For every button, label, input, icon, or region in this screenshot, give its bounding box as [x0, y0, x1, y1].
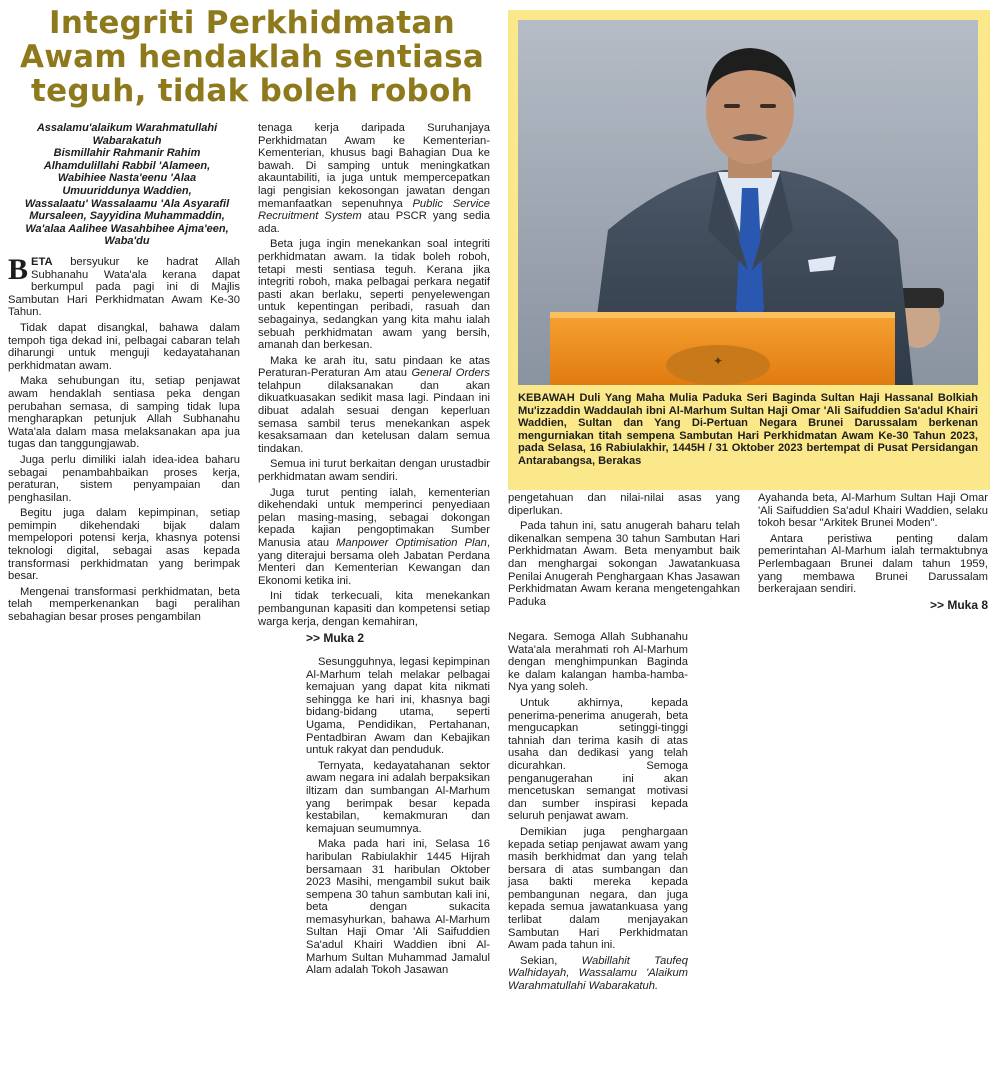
italic-term: General Orders — [411, 367, 490, 380]
paragraph: Tidak dapat disangkal, bahawa dalam tempoh tiga dekad ini, pelbagai cabaran telah diharungi untuk menguji kedayatahanan perkhidmatan awam. — [8, 321, 240, 372]
sign-off — [508, 955, 688, 993]
greeting-line: Wabarakatuh — [92, 134, 162, 147]
photo-caption: KEBAWAH Duli Yang Maha Mulia Paduka Seri Baginda Sultan Haji Hassanal Bolkiah Mu'izzaddin Waddaulah ibni Al-Marhum Sultan Haji Omar 'Ali Saifuddien Sa'adul Khairi Waddien, Sultan dan Yang Di-Pertuan Negara Brunei Darussalam berkenan mengurniakan titah sempena Sambutan Hari Perkhidmatan Awam Ke-30 Tahun 2023, pada Selasa, 16 Rabiulakhir, 1445H / 31 Oktober 2023 bertempat di Pusat Persidangan Antarabangsa, Berakas — [518, 392, 978, 467]
greeting-line: Bismillahir Rahmanir Rahim — [53, 147, 201, 160]
paragraph: Semua ini turut berkaitan dengan urustadbir perkhidmatan awam sendiri. — [258, 458, 490, 484]
paragraph: Ini tidak terkecuali, kita menekankan pembangunan kapasiti dan kompetensi setiap warga kerja, dengan kemahiran, — [258, 590, 490, 628]
headline-line-2: Awam hendaklah sentiasa — [19, 39, 485, 75]
svg-text:✦: ✦ — [712, 354, 724, 368]
paragraph: Begitu juga dalam kepimpinan, setiap pemimpin dikehendaki bijak dalam mempelopori potensi kerja, khasnya potensi teknologi digital, sebagai asas kepada transformasi perkhidmatan yang berimpak besar. — [8, 507, 240, 583]
paragraph — [258, 487, 490, 588]
paragraph: Pada tahun ini, satu anugerah baharu telah dikenalkan sempena 30 tahun Sambutan Hari Perkhidmatan Awam. Beta menyambut baik dan menghargai sokongan Jawatankuasa Penilai Anugerah Penghargaan Khas Jasawan Perkhidmatan Awam kerana mengetengahkan Paduka — [508, 520, 740, 608]
photo-sultan-speaking — [518, 20, 978, 385]
greeting-line: Wassalaatu' Wassalaamu 'Ala Asyarafil — [24, 197, 230, 210]
closing-salutation: Wabillahit Taufeq Walhidayah, Wassalamu 'Alaikum Warahmatullahi Wabarakatuh. — [508, 954, 688, 993]
paragraph: Negara. Semoga Allah Subhanahu Wata'ala merahmati roh Al-Marhum dengan menghimpunkan Baginda ke dalam kalangan hamba-hamba-Nya yang soleh. — [508, 631, 688, 694]
paragraph: Juga perlu dimiliki ialah idea-idea baharu sebagai penambahbaikan proses kerja, peraturan, sistem penyampaian dan penghasilan. — [8, 453, 240, 504]
paragraph: Sesungguhnya, legasi kepimpinan Al-Marhum telah melakar pelbagai kemajuan yang dapat kita nikmati sehingga ke hari ini, khasnya bagi bidang-bidang utama, seperti Ugama, Pendidikan, Pertahanan, Pentadbiran Awam dan Kebajikan untuk rakyat dan penduduk. — [306, 656, 490, 757]
continued-on-page-8[interactable]: >> Muka 8 — [929, 597, 988, 612]
paragraph-text: bersyukur ke hadrat Allah Subhanahu Wata'ala kerana dapat berkumpul pada pagi ini di Majlis Sambutan Hari Perkhidmatan Awam Ke-30 Tahun. — [8, 256, 240, 319]
paragraph: Maka sehubungan itu, setiap penjawat awam hendaklah sentiasa peka dengan perubahan semasa, di samping tidak lupa mengharapkan petunjuk Allah Subhanahu Wata'ala dalam masa melaksanakan apa jua tugas dan tanggungjawab. — [8, 375, 240, 451]
paragraph: Mengenai transformasi perkhidmatan, beta telah memperkenankan bagi peralihan sebahagian besar proses pengambilan — [8, 585, 240, 624]
italic-term: Public Service Recruitment System — [258, 197, 490, 223]
paragraph — [258, 122, 490, 235]
drop-cap: B — [8, 253, 29, 286]
article-column-4 — [758, 492, 988, 611]
greeting-line: Assalamu'alaikum Warahmatullahi — [36, 122, 218, 134]
headline — [8, 6, 496, 108]
italic-term: Manpower Optimisation Plan — [336, 537, 487, 549]
paragraph-text: Sekian, — [520, 954, 582, 967]
headline-line-3: teguh, tidak boleh roboh — [30, 73, 474, 109]
continuation-column-left — [306, 656, 490, 980]
paragraph: pengetahuan dan nilai-nilai asas yang diperlukan. — [508, 492, 740, 517]
paragraph-text: atau PSCR yang sedia ada. — [258, 210, 491, 235]
greeting-line: Waba'du — [104, 235, 150, 248]
headline-line-1: Integriti Perkhidmatan — [49, 5, 455, 41]
paragraph — [8, 253, 240, 319]
paragraph-text: tenaga kerja daripada Suruhanjaya Perkhidmatan Awam ke Kementerian-Kementerian, khusus bagi Bahagian Dua ke bawah. Di samping untuk meningkatkan akauntabiliti, ia juga untuk mempercepatkan lagi pengisian kekosongan jawatan dengan memanfaatkan sepenuhnya — [258, 122, 490, 210]
article-column-3 — [508, 492, 740, 611]
lead-word: ETA — [31, 256, 53, 268]
greeting-line: Mursaleen, Sayyidina Muhammaddin, — [29, 210, 225, 223]
article-column-1 — [8, 253, 240, 627]
paragraph: Ayahanda beta, Al-Marhum Sultan Haji Omar 'Ali Saifuddien Sa'adul Khairi Waddien, selaku tokoh besar "Arkitek Brunei Moden". — [758, 492, 988, 530]
paragraph-text: Juga turut penting ialah, kementerian dikehendaki untuk memperinci penyediaan pelan masing-masing, sebagai dokongan kepada kajian pengoptimakan Sumber Manusia atau — [258, 486, 490, 549]
opening-greeting — [14, 122, 240, 248]
paragraph-text: telahpun dilaksanakan dan akan dikuatkuasakan sedikit masa lagi. Pindaan ini dibuat adalah sesuai dengan keperluan semasa sambil terus menekankan aspek kesaksamaan dan ketelusan dalam semua tindakan. — [258, 379, 490, 455]
greeting-line: Alhamdulillahi Rabbil 'Alameen, — [43, 159, 211, 172]
paragraph: Maka pada hari ini, Selasa 16 haribulan Rabiulakhir 1445 Hijrah bersamaan 31 haribulan Oktober 2023 Masihi, mengambil sukut baik sempena 30 tahun sambutan kali ini, beta dengan sukacita memasyhurkan, bahawa Al-Marhum Sultan Haji Omar 'Ali Saifuddien Sa'adul Khairi Waddien ibni Al-Marhum Sultan Muhammad Jamalul Alam adalah Tokoh Jasawan — [306, 838, 490, 977]
continued-from-page-2[interactable]: >> Muka 2 — [306, 631, 365, 645]
article-column-2 — [258, 122, 490, 631]
paragraph: Demikian juga penghargaan kepada setiap penjawat awam yang masih berkhidmat dan yang telah bersara di atas sumbangan dan jasa bakti mereka kepada pembangunan negara, dan juga kepada semua jawatankuasa yang terlibat dalam menjayakan Sambutan Hari Perkhidmatan Awam pada tahun ini. — [508, 825, 688, 952]
paragraph: Ternyata, kedayatahanan sektor awam negara ini adalah berpaksikan iltizam dan sumbangan Al-Marhum yang berimpak besar kepada kestabilan, kemakmuran dan kemajuan seumumnya. — [306, 759, 490, 835]
paragraph-text: , yang diterajui bersama oleh Jabatan Perdana Menteri dan Kementerian Kewangan dan Ekonomi ketika ini. — [258, 537, 490, 587]
paragraph: Untuk akhirnya, kepada penerima-penerima anugerah, beta mengucapkan setinggi-tinggi tahniah dan terima kasih di atas usaha dan dedikasi yang telah dicurahkan. Semoga penganugerahan ini akan mencetuskan semangat motivasi dan sumber inspirasi kepada seluruh penjawat awam. — [508, 696, 688, 823]
photo-illustration — [518, 20, 978, 385]
paragraph: Antara peristiwa penting dalam pemerintahan Al-Marhum ialah termaktubnya Perlembagaan Brunei dalam tahun 1959, yang membawa Brunei Darussalam berkerajaan sendiri. — [758, 532, 988, 596]
continuation-column-right — [508, 631, 688, 996]
greeting-line: Wabihiee Nasta'eenu 'Alaa — [57, 172, 197, 185]
greeting-line: Umuuriddunya Waddien, — [62, 184, 192, 197]
greeting-line: Wa'alaa Aalihee Wasahbihee Ajma'een, — [25, 222, 229, 235]
paragraph-text: Maka ke arah itu, satu pindaan ke atas Peraturan-Peraturan Am atau — [258, 354, 490, 380]
paragraph: Beta juga ingin menekankan soal integriti perkhidmatan awam. Ia tidak boleh roboh, tetapi mesti sentiasa teguh. Kerana jika integriti roboh, maka pelbagai perkara negatif pasti akan berlaku, seperti penyelewengan untuk kepentingan peribadi, rasuah dan sebagainya, sedangkan yang kita mahu ialah sebuah perkhidmatan awam yang bersih, amanah dan berkesan. — [258, 238, 490, 352]
paragraph — [258, 355, 490, 456]
